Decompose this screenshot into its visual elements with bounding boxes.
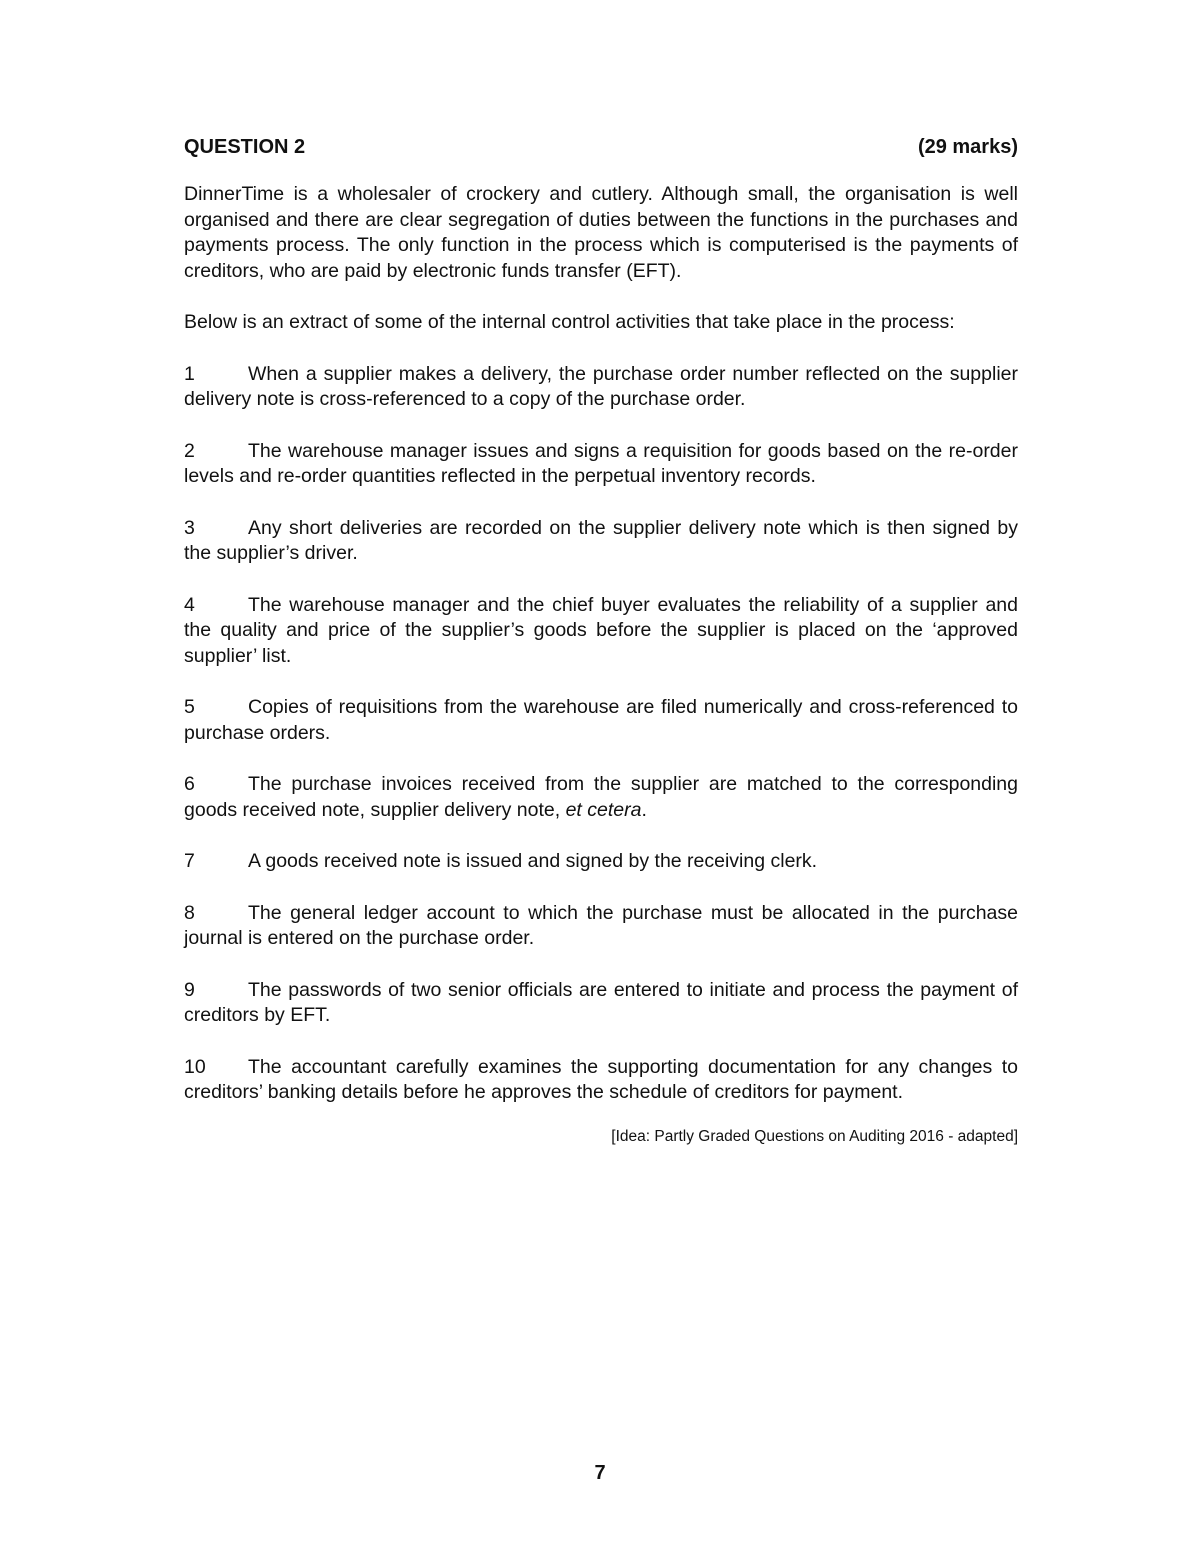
page-number: 7 bbox=[594, 1462, 606, 1484]
control-item bbox=[184, 695, 1018, 746]
control-item bbox=[184, 772, 1018, 823]
item-number: 3 bbox=[184, 516, 195, 539]
control-item bbox=[184, 362, 1018, 413]
item-number: 8 bbox=[184, 901, 195, 924]
question-title: QUESTION 2 bbox=[184, 136, 306, 158]
item-text: The purchase invoices received from the supplier are matched to the corresponding goods received note, supplier delivery note, bbox=[184, 773, 1018, 821]
question-marks: (29 marks) bbox=[917, 136, 1018, 158]
item-text-end: . bbox=[641, 798, 647, 821]
control-item bbox=[184, 849, 1018, 875]
control-item bbox=[184, 593, 1018, 670]
intro-paragraph: Below is an extract of some of the internal control activities that take place in the process: bbox=[184, 311, 955, 333]
source-citation: [Idea: Partly Graded Questions on Auditing 2016 - adapted] bbox=[611, 1127, 1018, 1145]
item-number: 1 bbox=[184, 362, 195, 385]
item-text: When a supplier makes a delivery, the purchase order number reflected on the supplier delivery note is cross-referenced to a copy of the purchase order. bbox=[184, 362, 1018, 410]
item-text: Copies of requisitions from the warehouse are filed numerically and cross-referenced to purchase orders. bbox=[184, 696, 1018, 744]
item-number: 2 bbox=[184, 439, 195, 462]
item-text: The passwords of two senior officials are entered to initiate and process the payment of creditors by EFT. bbox=[184, 978, 1018, 1026]
item-text: The warehouse manager issues and signs a requisition for goods based on the re-order levels and re-order quantities reflected in the perpetual inventory records. bbox=[184, 439, 1018, 487]
item-number: 9 bbox=[184, 978, 195, 1001]
intro-paragraph: DinnerTime is a wholesaler of crockery and cutlery. Although small, the organisation is well organised and there are clear segregation of duties between the functions in the purchases and payments process. The only function in the process which is computerised is the payments of creditors, who are paid by electronic funds transfer (EFT). bbox=[184, 183, 1018, 282]
item-text: The accountant carefully examines the supporting documentation for any changes to creditors’ banking details before he approves the schedule of creditors for payment. bbox=[184, 1055, 1018, 1103]
control-item bbox=[184, 1055, 1018, 1106]
item-number: 7 bbox=[184, 850, 195, 872]
item-text: Any short deliveries are recorded on the supplier delivery note which is then signed by the supplier’s driver. bbox=[184, 516, 1018, 564]
item-number: 5 bbox=[184, 696, 195, 718]
item-italic-text: et cetera bbox=[565, 798, 642, 821]
document-page bbox=[184, 134, 1018, 1146]
item-number: 10 bbox=[184, 1055, 206, 1078]
control-item bbox=[184, 516, 1018, 567]
item-number: 4 bbox=[184, 593, 195, 616]
item-text: The general ledger account to which the purchase must be allocated in the purchase journal is entered on the purchase order. bbox=[184, 901, 1018, 949]
control-item bbox=[184, 901, 1018, 952]
control-item bbox=[184, 978, 1018, 1029]
control-item bbox=[184, 439, 1018, 490]
question-header bbox=[184, 134, 1018, 160]
item-text: The warehouse manager and the chief buyer evaluates the reliability of a supplier and the quality and price of the supplier’s goods before the supplier is placed on the ‘approved supplier’ list. bbox=[184, 593, 1018, 667]
item-text: A goods received note is issued and signed by the receiving clerk. bbox=[248, 850, 818, 872]
item-number: 6 bbox=[184, 773, 195, 795]
